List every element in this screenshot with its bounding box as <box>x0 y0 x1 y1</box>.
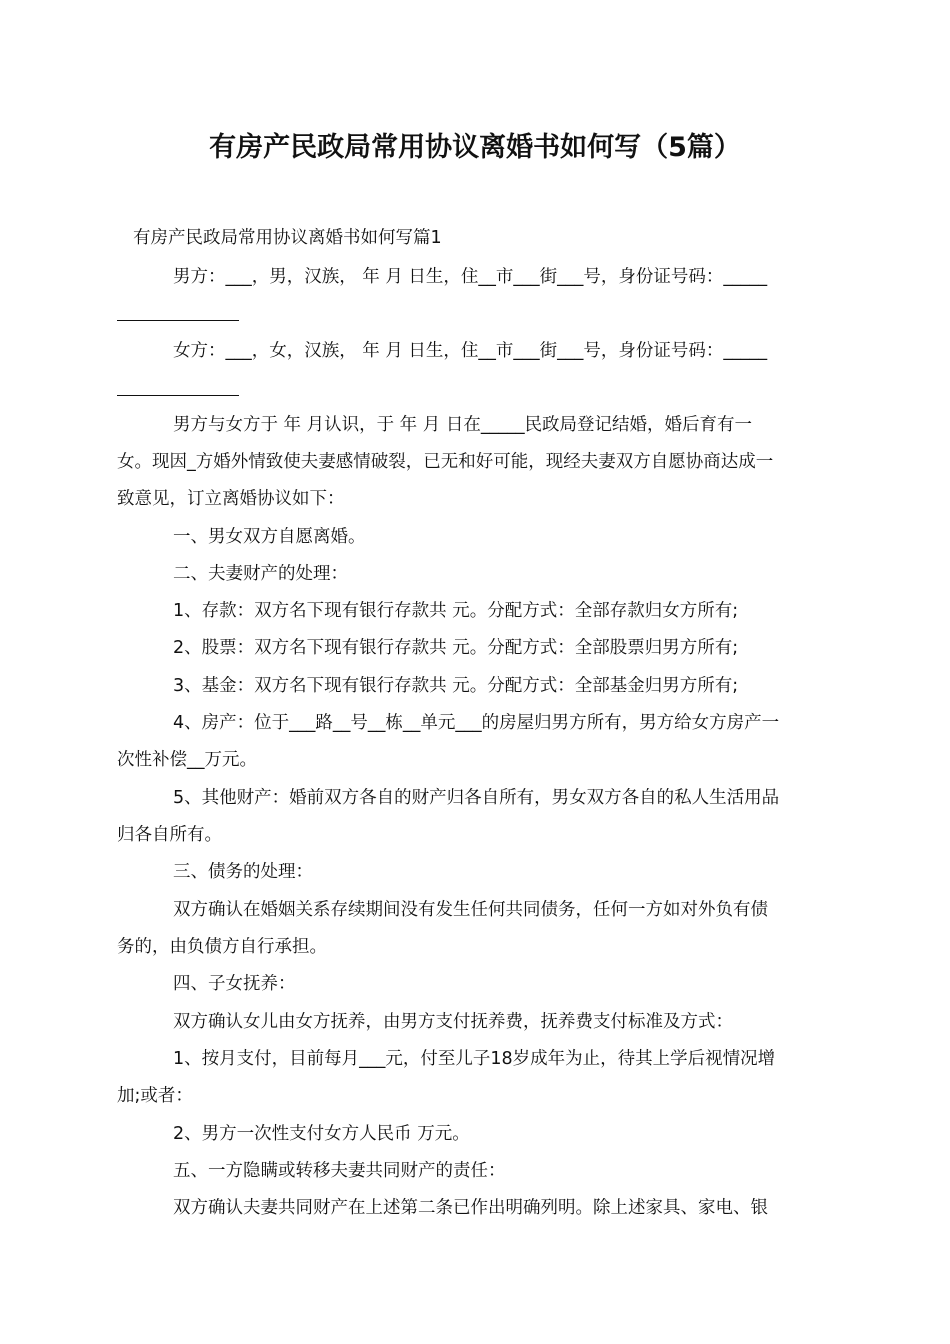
clause-item: 3、基金：双方名下现有银行存款共 元。分配方式：全部基金归男方所有; <box>173 676 739 696</box>
clause-item: 1、按月支付，目前每月___元，付至儿子18岁成年为止，待其上学后视情况增 <box>173 1049 776 1069</box>
paragraph-line: 双方确认夫妻共同财产在上述第二条已作出明确列明。除上述家具、家电、银 <box>173 1198 768 1218</box>
document-title: 有房产民政局常用协议离婚书如何写（5篇） <box>209 132 741 163</box>
paragraph-line: 务的，由负债方自行承担。 <box>117 937 327 957</box>
male-party-line: 男方：___，男，汉族， 年 月 日生，住__市___街___号，身份证号码：_____ <box>173 267 768 287</box>
section-heading: 有房产民政局常用协议离婚书如何写篇1 <box>133 228 442 248</box>
paragraph-line: 男方与女方于 年 月认识，于 年 月 日在_____民政局登记结婚，婚后育有一 <box>173 415 753 435</box>
clause-item: 2、股票：双方名下现有银行存款共 元。分配方式：全部股票归男方所有; <box>173 638 739 658</box>
clause-heading: 三、债务的处理： <box>173 862 313 882</box>
paragraph-line: 双方确认女儿由女方抚养，由男方支付抚养费，抚养费支付标准及方式： <box>173 1012 733 1032</box>
id-number-blank <box>117 395 239 397</box>
clause-item: 4、房产：位于___路__号__栋__单元___的房屋归男方所有，男方给女方房产一 <box>173 713 780 733</box>
clause-item: 2、男方一次性支付女方人民币 万元。 <box>173 1124 470 1144</box>
paragraph-line: 女。现因_方婚外情致使夫妻感情破裂，已无和好可能，现经夫妻双方自愿协商达成一 <box>117 452 774 472</box>
paragraph-line: 双方确认在婚姻关系存续期间没有发生任何共同债务，任何一方如对外负有债 <box>173 900 768 920</box>
clause-item-continued: 归各自所有。 <box>117 825 222 845</box>
clause-heading: 五、一方隐瞒或转移夫妻共同财产的责任： <box>173 1161 506 1181</box>
female-party-line: 女方：___，女，汉族， 年 月 日生，住__市___街___号，身份证号码：_____ <box>173 341 768 361</box>
id-number-blank <box>117 320 239 322</box>
clause-item: 1、存款：双方名下现有银行存款共 元。分配方式：全部存款归女方所有; <box>173 601 739 621</box>
clause-item: 5、其他财产：婚前双方各自的财产归各自所有，男女双方各自的私人生活用品 <box>173 788 780 808</box>
paragraph-line: 致意见，订立离婚协议如下： <box>117 489 345 509</box>
clause-heading: 一、男女双方自愿离婚。 <box>173 527 366 547</box>
clause-heading: 二、夫妻财产的处理： <box>173 564 348 584</box>
clause-item-continued: 次性补偿__万元。 <box>117 750 257 770</box>
clause-item-continued: 加;或者： <box>117 1086 193 1106</box>
clause-heading: 四、子女抚养： <box>173 974 296 994</box>
